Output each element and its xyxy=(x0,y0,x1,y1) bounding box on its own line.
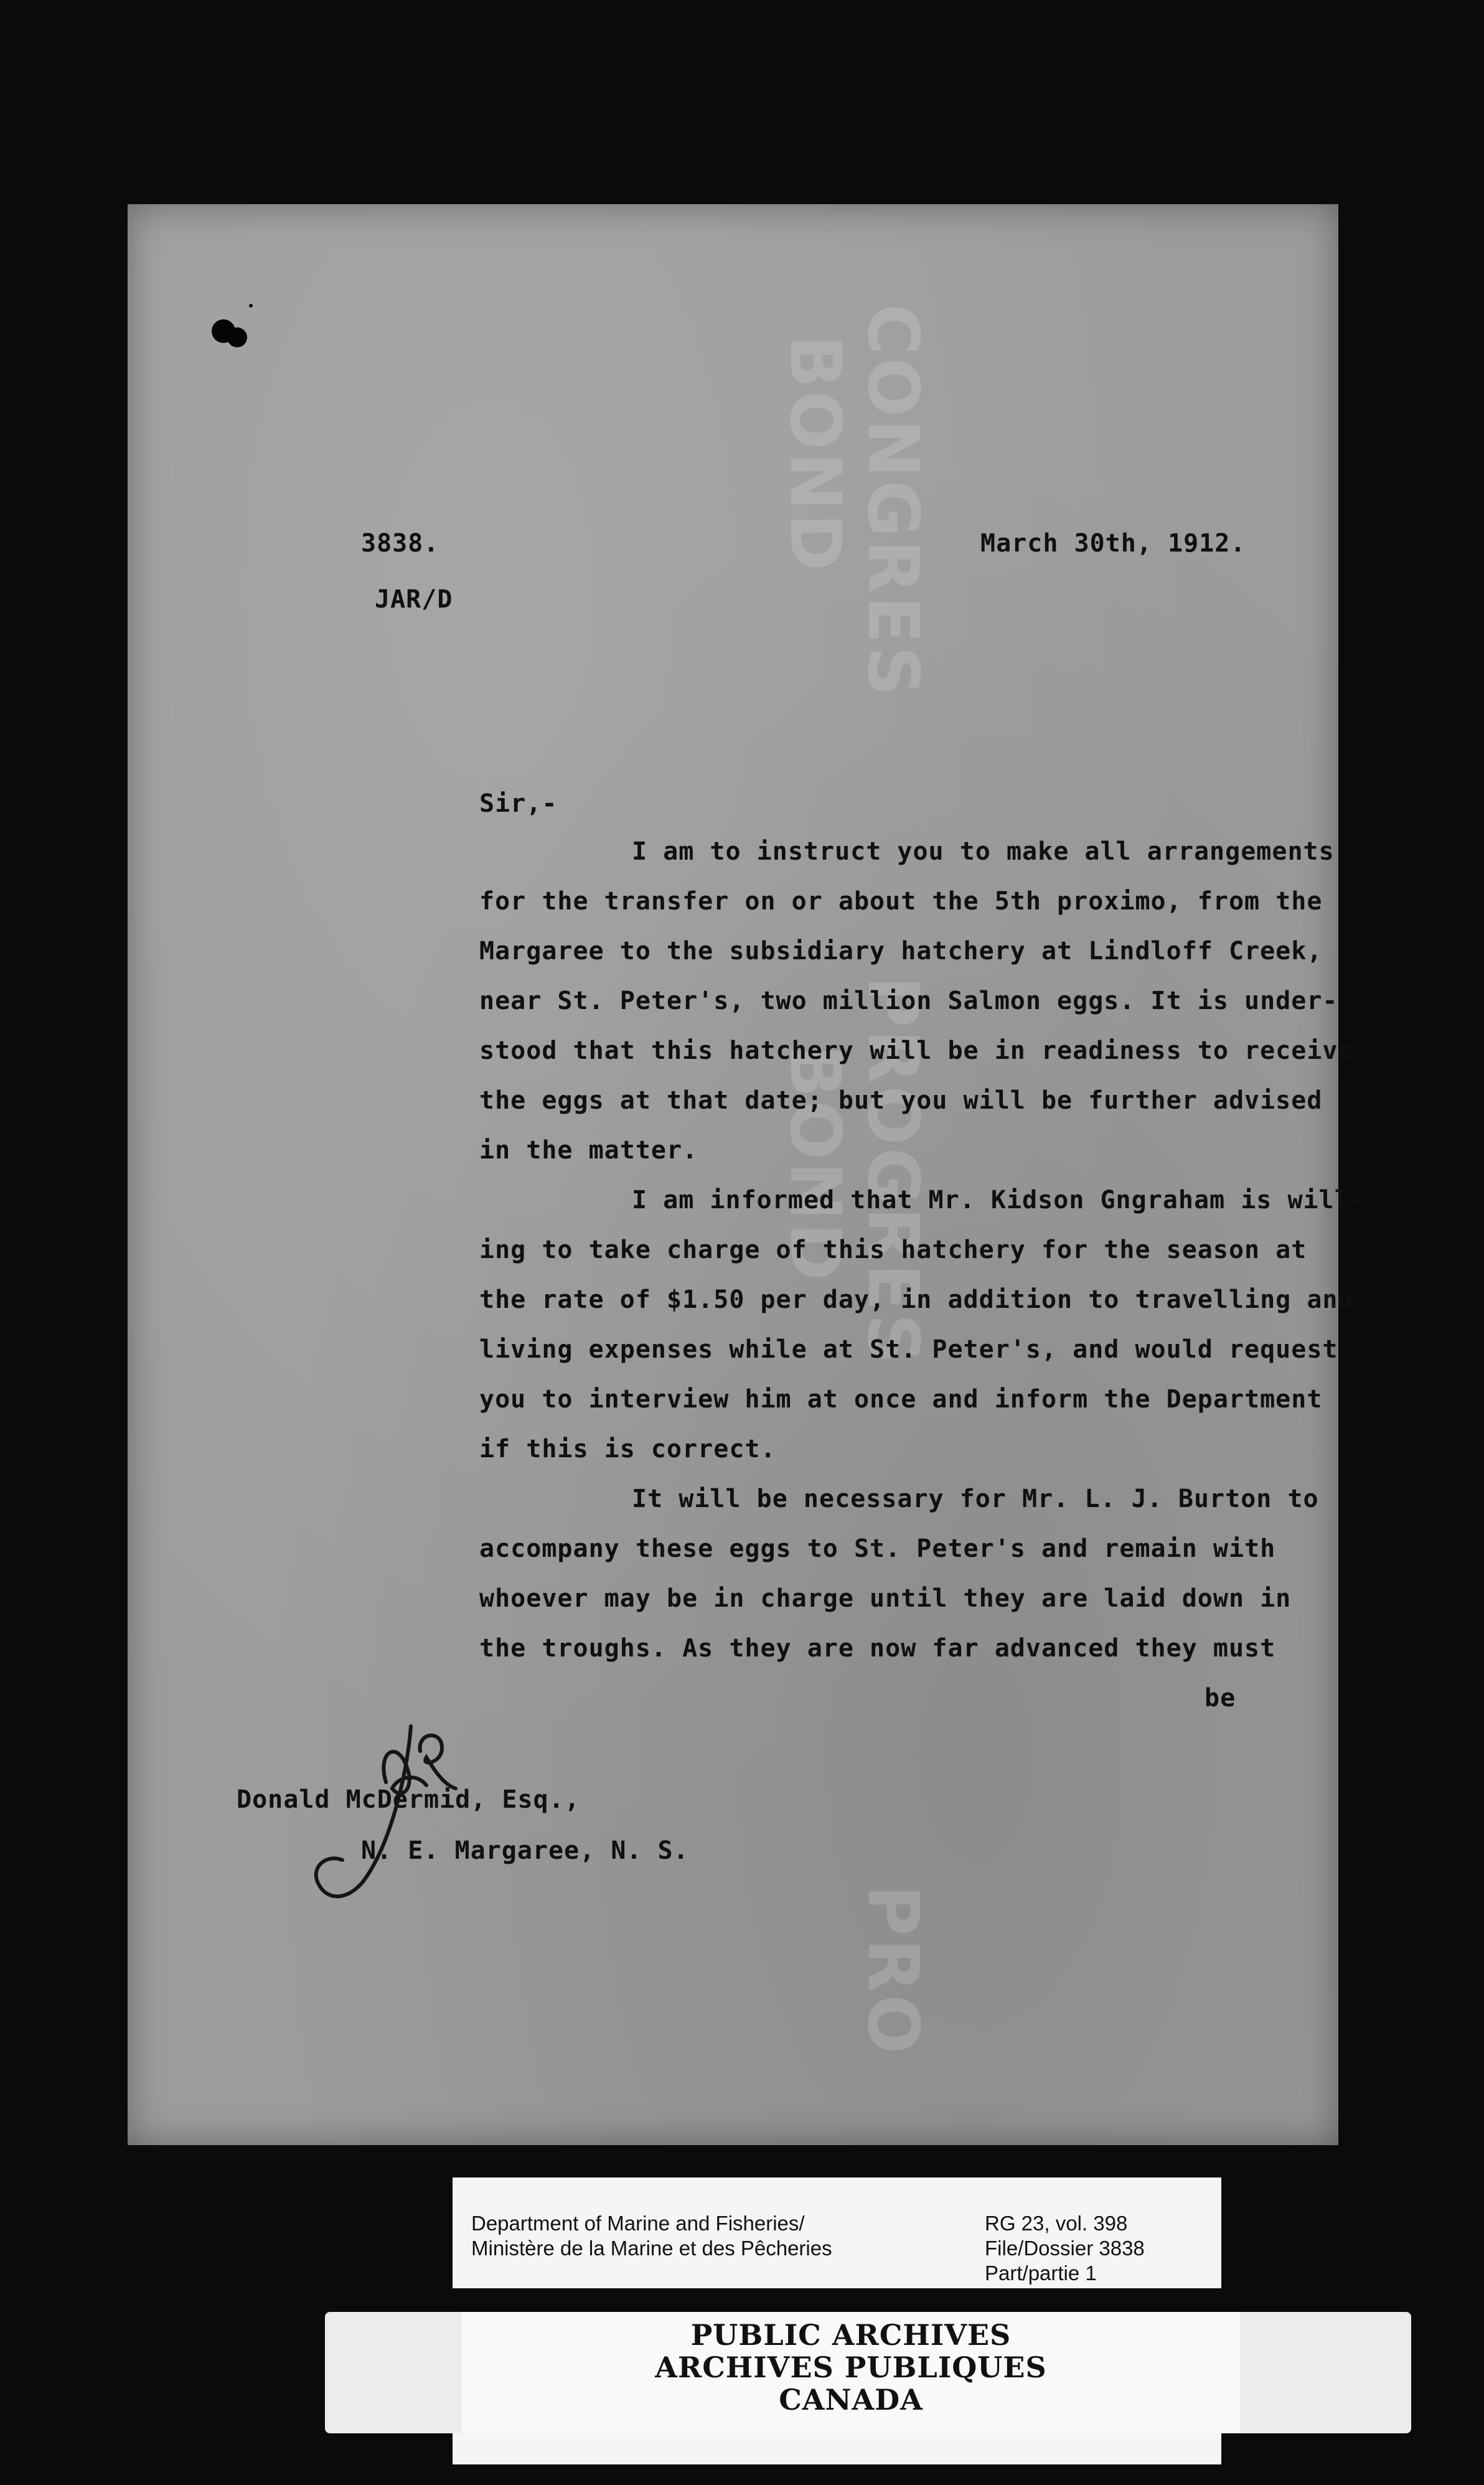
salutation: Sir,- xyxy=(479,789,558,818)
public-archives-canada: CANADA xyxy=(779,2383,923,2417)
dept-french: Ministère de la Marine et des Pêcheries xyxy=(471,2237,832,2260)
body-line: for the transfer on or about the 5th proximo, from the xyxy=(479,887,1323,916)
public-archives-fr: ARCHIVES PUBLIQUES xyxy=(655,2351,1047,2384)
punch-hole xyxy=(249,304,253,308)
body-line: in the matter. xyxy=(479,1136,698,1165)
initials-ref: JAR/D xyxy=(375,585,453,614)
emboss-stamp: BOND xyxy=(774,1045,855,1284)
continuation-word: be xyxy=(1205,1684,1236,1712)
body-line: Margaree to the subsidiary hatchery at Lindloff Creek, xyxy=(479,937,1323,965)
addressee-name: Donald McDermid, Esq., xyxy=(237,1785,580,1814)
file-number: 3838. xyxy=(361,529,439,558)
body-line: whoever may be in charge until they are laid down in xyxy=(479,1584,1292,1613)
body-line: ing to take charge of this hatchery for the season at xyxy=(479,1236,1307,1264)
body-line: you to interview him at once and inform the Department xyxy=(479,1385,1323,1414)
dept-english: Department of Marine and Fisheries/ xyxy=(471,2212,805,2235)
addressee-place: N. E. Margaree, N. S. xyxy=(361,1836,689,1865)
file-dossier: File/Dossier 3838 xyxy=(985,2237,1145,2260)
body-line: near St. Peter's, two million Salmon eggs. It is under- xyxy=(479,987,1338,1015)
body-line: I am to instruct you to make all arrangements xyxy=(632,837,1335,866)
punch-hole xyxy=(227,327,247,347)
body-line: I am informed that Mr. Kidson Gngraham is will- xyxy=(632,1186,1366,1214)
body-line: the troughs. As they are now far advanced they must xyxy=(479,1634,1276,1663)
public-archives-en: PUBLIC ARCHIVES xyxy=(690,2318,1012,2352)
letter-date: March 30th, 1912. xyxy=(980,529,1246,558)
punch-holes xyxy=(196,273,321,372)
handwritten-signature xyxy=(293,1714,461,1913)
emboss-stamp: CONGRES xyxy=(852,304,933,699)
body-line: if this is correct. xyxy=(479,1435,776,1463)
part-partie: Part/partie 1 xyxy=(985,2262,1097,2285)
body-line: the rate of $1.50 per day, in addition to travelling and xyxy=(479,1285,1354,1314)
body-line: accompany these eggs to St. Peter's and remain with xyxy=(479,1534,1276,1563)
public-archives-panel xyxy=(462,2312,1240,2433)
record-group: RG 23, vol. 398 xyxy=(985,2212,1128,2235)
body-line: It will be necessary for Mr. L. J. Burton to xyxy=(632,1485,1319,1513)
emboss-stamp: BOND xyxy=(774,335,855,574)
emboss-stamp: PROGRES xyxy=(852,976,933,1366)
archive-label xyxy=(453,2177,1221,2288)
body-line: the eggs at that date; but you will be further advised xyxy=(479,1086,1323,1115)
body-line: stood that this hatchery will be in readiness to receive xyxy=(479,1036,1354,1065)
document-page xyxy=(128,204,1366,2145)
body-line: living expenses while at St. Peter's, and would request xyxy=(479,1335,1338,1364)
public-archives-band xyxy=(325,2312,1411,2433)
label-strip xyxy=(453,2433,1221,2464)
emboss-stamp: PRO xyxy=(852,1885,933,2057)
